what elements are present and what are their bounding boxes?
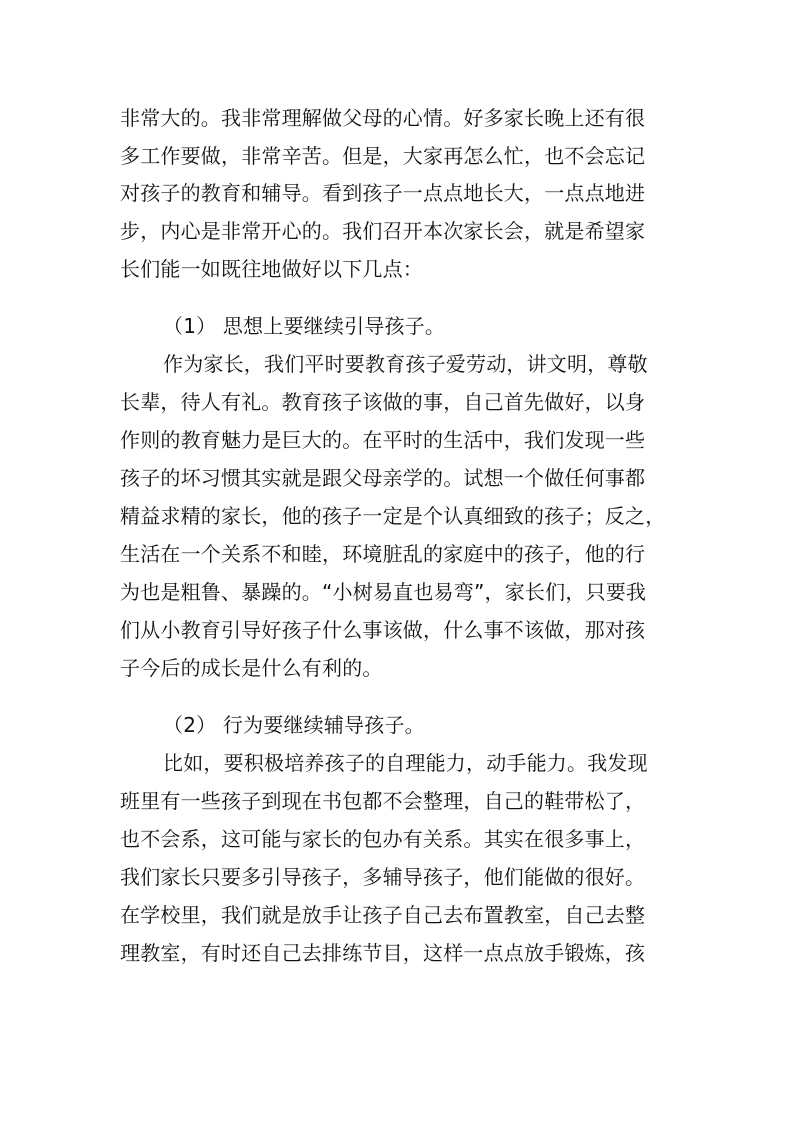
text-line: 为也是粗鲁、暴躁的。“小树易直也易弯”，家长们，只要我 [120, 580, 647, 604]
paragraph-first-line: 比如，要积极培养孩子的自理能力，动手能力。我发现 [163, 751, 648, 775]
text-line: 孩子的坏习惯其实就是跟父母亲学的。试想一个做任何事都 [120, 466, 646, 490]
text-line: 理教室，有时还自己去排练节目，这样一点点放手锻炼，孩 [120, 941, 646, 965]
text-line: 在学校里，我们就是放手让孩子自己去布置教室，自己去整 [120, 903, 646, 927]
section-heading-2: （2） 行为要继续辅导孩子。 [163, 713, 425, 737]
text-line: 长们能一如既往地做好以下几点： [120, 257, 423, 281]
text-line: 我们家长只要多引导孩子，多辅导孩子，他们能做的很好。 [120, 865, 646, 889]
section-heading-1: （1） 思想上要继续引导孩子。 [163, 314, 446, 338]
text-line: 们从小教育引导好孩子什么事该做，什么事不该做，那对孩 [120, 618, 646, 642]
text-line: 对孩子的教育和辅导。看到孩子一点点地长大，一点点地进 [120, 181, 646, 205]
text-line: 也不会系，这可能与家长的包办有关系。其实在很多事上， [120, 827, 646, 851]
text-line: 长辈，待人有礼。教育孩子该做的事，自己首先做好，以身 [120, 390, 646, 414]
text-line: 作则的教育魅力是巨大的。在平时的生活中，我们发现一些 [120, 428, 646, 452]
text-line: 班里有一些孩子到现在书包都不会整理，自己的鞋带松了， [120, 789, 646, 813]
text-line: 生活在一个关系不和睦，环境脏乱的家庭中的孩子，他的行 [120, 542, 646, 566]
text-line: 子今后的成长是什么有利的。 [120, 656, 383, 680]
text-line: 步，内心是非常开心的。我们召开本次家长会，就是希望家 [120, 219, 646, 243]
text-line: 非常大的。我非常理解做父母的心情。好多家长晚上还有很 [120, 106, 646, 130]
paragraph-first-line: 作为家长，我们平时要教育孩子爱劳动，讲文明，尊敬 [163, 352, 648, 376]
text-line: 精益求精的家长，他的孩子一定是个认真细致的孩子；反之， [120, 504, 666, 528]
text-line: 多工作要做，非常辛苦。但是，大家再怎么忙，也不会忘记 [120, 144, 646, 168]
